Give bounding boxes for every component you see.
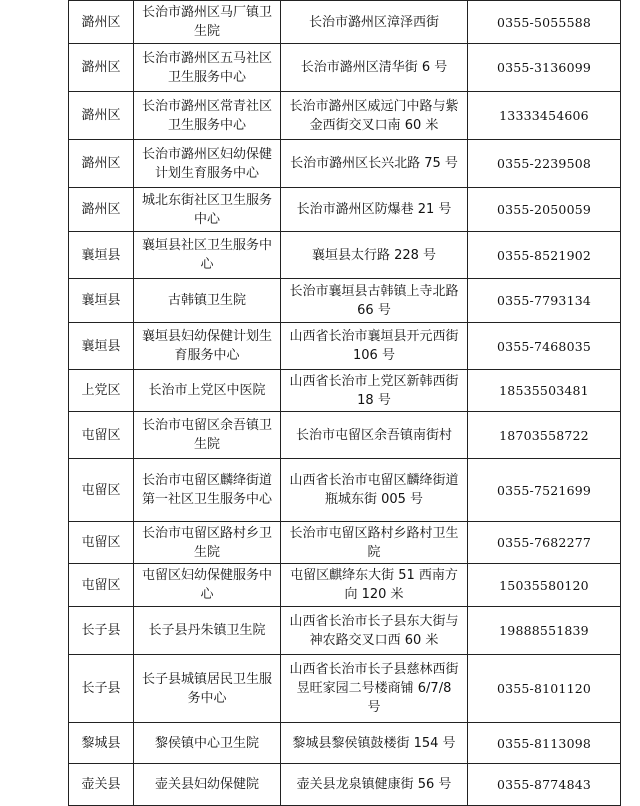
table-row [69,44,621,92]
organization-cell: 长子县丹朱镇卫生院 [134,607,281,655]
address-cell: 壶关县龙泉镇健康街 56 号 [281,764,468,806]
organization-cell: 屯留区妇幼保健服务中心 [134,564,281,607]
table-row [69,412,621,459]
organization-cell: 城北东街社区卫生服务中心 [134,188,281,232]
address-cell: 山西省长治市长子县东大街与神农路交叉口西 60 米 [281,607,468,655]
district-cell: 上党区 [69,370,134,412]
organization-cell: 黎侯镇中心卫生院 [134,723,281,764]
table-row [69,522,621,564]
organization-cell: 长子县城镇居民卫生服务中心 [134,655,281,723]
district-cell: 屯留区 [69,564,134,607]
district-cell: 壶关县 [69,764,134,806]
district-cell: 长子县 [69,655,134,723]
address-cell: 山西省长治市上党区新韩西街 18 号 [281,370,468,412]
phone-cell: 0355-7468035 [468,323,621,370]
phone-cell: 0355-8113098 [468,723,621,764]
district-cell: 潞州区 [69,44,134,92]
organization-cell: 长治市潞州区常青社区卫生服务中心 [134,92,281,140]
table-row [69,564,621,607]
district-cell: 潞州区 [69,188,134,232]
district-cell: 襄垣县 [69,279,134,323]
district-cell: 屯留区 [69,459,134,522]
phone-cell: 0355-3136099 [468,44,621,92]
district-cell: 屯留区 [69,412,134,459]
district-cell: 黎城县 [69,723,134,764]
phone-cell: 15035580120 [468,564,621,607]
district-cell: 襄垣县 [69,232,134,279]
table-row [69,723,621,764]
table-row [69,655,621,723]
phone-cell: 0355-7521699 [468,459,621,522]
district-cell: 屯留区 [69,522,134,564]
table-row [69,607,621,655]
table-row [69,188,621,232]
table-row [69,459,621,522]
phone-cell: 0355-8774843 [468,764,621,806]
phone-cell: 0355-8101120 [468,655,621,723]
address-cell: 长治市潞州区防爆巷 21 号 [281,188,468,232]
address-cell: 山西省长治市襄垣县开元西街 106 号 [281,323,468,370]
district-cell: 长子县 [69,607,134,655]
phone-cell: 0355-2239508 [468,140,621,188]
address-cell: 长治市襄垣县古韩镇上寺北路 66 号 [281,279,468,323]
table-row [69,279,621,323]
address-cell: 山西省长治市屯留区麟绛街道瓶城东街 005 号 [281,459,468,522]
phone-cell: 0355-5055588 [468,1,621,44]
organization-cell: 长治市屯留区路村乡卫生院 [134,522,281,564]
organization-cell: 襄垣县妇幼保健计划生育服务中心 [134,323,281,370]
district-cell: 潞州区 [69,1,134,44]
address-cell: 长治市潞州区长兴北路 75 号 [281,140,468,188]
address-cell: 屯留区麒绛东大街 51 西南方向 120 米 [281,564,468,607]
clinic-table [68,0,621,806]
organization-cell: 壶关县妇幼保健院 [134,764,281,806]
address-cell: 长治市屯留区路村乡路村卫生院 [281,522,468,564]
address-cell: 长治市潞州区威远门中路与紫金西街交叉口南 60 米 [281,92,468,140]
table-row [69,232,621,279]
phone-cell: 18703558722 [468,412,621,459]
phone-cell: 0355-8521902 [468,232,621,279]
organization-cell: 襄垣县社区卫生服务中心 [134,232,281,279]
organization-cell: 长治市屯留区麟绛街道第一社区卫生服务中心 [134,459,281,522]
phone-cell: 0355-7682277 [468,522,621,564]
district-cell: 潞州区 [69,92,134,140]
district-cell: 襄垣县 [69,323,134,370]
address-cell: 长治市潞州区漳泽西街 [281,1,468,44]
phone-cell: 0355-7793134 [468,279,621,323]
table-row [69,323,621,370]
phone-cell: 0355-2050059 [468,188,621,232]
table-row [69,370,621,412]
address-cell: 黎城县黎侯镇鼓楼街 154 号 [281,723,468,764]
organization-cell: 长治市潞州区马厂镇卫生院 [134,1,281,44]
phone-cell: 19888551839 [468,607,621,655]
clinic-table-body [69,1,621,806]
organization-cell: 长治市上党区中医院 [134,370,281,412]
phone-cell: 13333454606 [468,92,621,140]
table-row [69,140,621,188]
phone-cell: 18535503481 [468,370,621,412]
table-row [69,1,621,44]
table-row [69,92,621,140]
directory-sheet [68,0,620,803]
organization-cell: 长治市屯留区余吾镇卫生院 [134,412,281,459]
district-cell: 潞州区 [69,140,134,188]
address-cell: 长治市潞州区清华街 6 号 [281,44,468,92]
organization-cell: 古韩镇卫生院 [134,279,281,323]
address-cell: 山西省长治市长子县慈林西街昱旺家园二号楼商铺 6/7/8 号 [281,655,468,723]
organization-cell: 长治市潞州区五马社区卫生服务中心 [134,44,281,92]
table-row [69,764,621,806]
organization-cell: 长治市潞州区妇幼保健计划生育服务中心 [134,140,281,188]
address-cell: 襄垣县太行路 228 号 [281,232,468,279]
address-cell: 长治市屯留区余吾镇南街村 [281,412,468,459]
